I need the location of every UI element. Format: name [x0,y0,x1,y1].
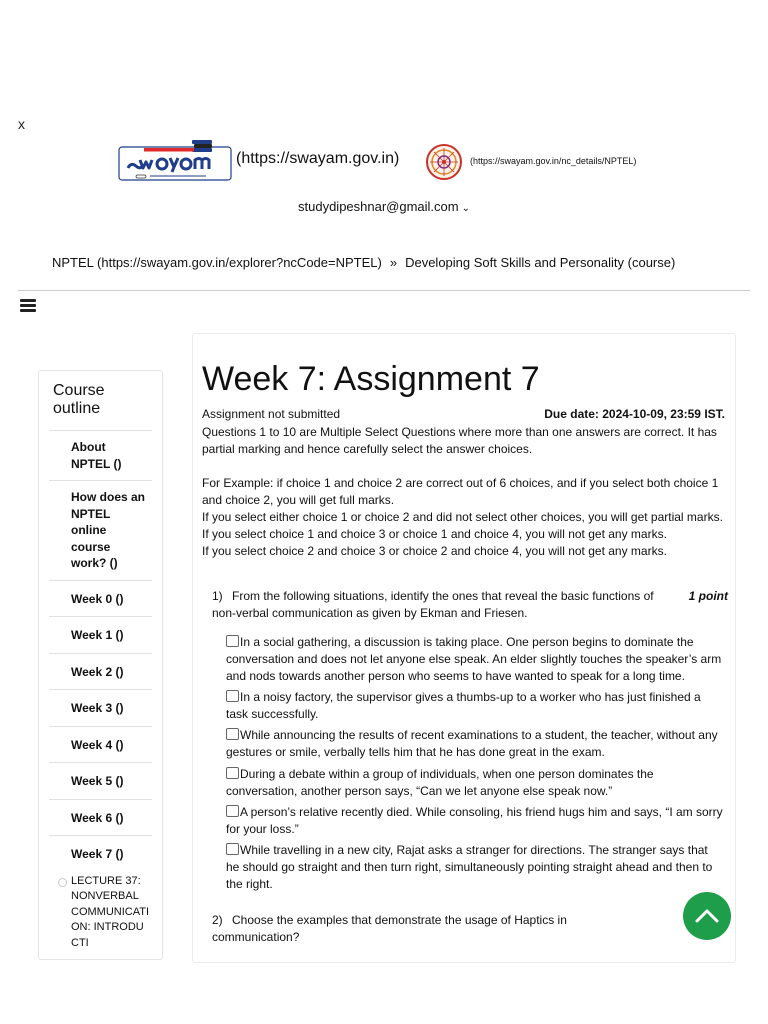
course-outline-sidebar [38,370,163,960]
question-text: Choose the examples that demonstrate the usage of Haptics in communication? [212,913,567,944]
header-divider [18,290,750,291]
sidebar-lecture-37[interactable] [49,872,149,952]
sidebar-item-week-6[interactable]: Week 6 () [49,799,152,836]
swayam-link[interactable]: (https://swayam.gov.in) [236,150,400,167]
logo-row [118,138,658,182]
breadcrumb-nptel-link[interactable]: NPTEL (https://swayam.gov.in/explorer?ncCode=NPTEL) [52,255,382,270]
answer-option-text: While announcing the results of recent examinations to a student, the teacher, without any gestures or smile, verbally tells him that he has done great in the exam. [226,728,718,759]
answer-checkbox[interactable] [226,805,239,817]
question-points: 1 point [688,589,728,603]
answer-option [226,766,724,800]
question-text: From the following situations, identify the ones that reveal the basic functions of non-verbal communication as given by Ekman and Friesen. [212,589,654,620]
answer-checkbox[interactable] [226,843,239,855]
sidebar-item-about-nptel[interactable]: About NPTEL () [49,430,152,480]
sidebar-item-how-course-works[interactable]: How does an NPTEL online course work? () [49,480,152,580]
answer-checkbox[interactable] [226,690,239,702]
answer-option-text: A person’s relative recently died. While consoling, his friend hugs him and says, “I am sorry for your loss.” [226,805,723,836]
assignment-instructions [202,424,728,560]
instruction-line: Questions 1 to 10 are Multiple Select Questions where more than one answers are correct. It has partial marking and hence carefully select the answer choices. [202,425,717,456]
close-button[interactable]: x [18,116,25,132]
answer-option [226,804,724,838]
sidebar-list [49,430,152,951]
answer-option [226,727,724,761]
user-email[interactable]: studydipeshnar@gmail.com [298,199,459,214]
instruction-line: If you select choice 2 and choice 3 or choice 2 and choice 4, you will not get any marks. [202,544,667,558]
question-number: 2) [212,913,223,927]
hamburger-menu-icon[interactable] [20,299,36,312]
sidebar-item-week-7[interactable]: Week 7 () [49,835,152,872]
sidebar-item-week-2[interactable]: Week 2 () [49,653,152,690]
breadcrumb-course-link[interactable]: Developing Soft Skills and Personality (course) [405,255,676,270]
sidebar-item-week-5[interactable]: Week 5 () [49,762,152,799]
sidebar-item-week-1[interactable]: Week 1 () [49,616,152,653]
sidebar-item-week-4[interactable]: Week 4 () [49,726,152,763]
sidebar-item-week-0[interactable]: Week 0 () [49,580,152,617]
instruction-line: For Example: if choice 1 and choice 2 are correct out of 6 choices, and if you select both choice 1 and choice 2, you will get full marks. [202,476,719,507]
swayam-logo[interactable] [118,138,232,182]
page-title: Week 7: Assignment 7 [202,360,540,398]
answer-checkbox[interactable] [226,767,239,779]
user-menu[interactable] [0,199,768,214]
lecture-status-icon [58,878,67,887]
nptel-logo[interactable] [424,143,464,181]
instruction-line: If you select choice 1 and choice 3 or choice 1 and choice 4, you will not get any marks. [202,527,667,541]
instruction-line: If you select either choice 1 or choice 2 and did not select other choices, you will get partial marks. [202,510,723,524]
question-number: 1) [212,589,223,603]
sidebar-title: Course outline [53,382,105,417]
answer-option-text: In a noisy factory, the supervisor gives a thumbs-up to a worker who has just finished a task successfully. [226,690,701,721]
assignment-card [192,333,736,963]
scroll-to-top-button[interactable] [683,892,731,940]
question-2 [202,912,728,946]
answer-option-text: In a social gathering, a discussion is taking place. One person begins to dominate the conversation and does not let anyone else speak. An elder slightly touches the speaker’s arm and nods towards another person who seems to have wanted to speak for a long time. [226,635,722,683]
submission-status: Assignment not submitted [202,407,341,421]
chevron-down-icon: ⌄ [461,203,470,214]
answer-option-text: While travelling in a new city, Rajat asks a stranger for directions. The stranger says that he should go straight and then turn right, simultaneously pointing straight ahead and then to the right. [226,843,713,891]
answer-option [226,842,724,893]
due-date: Due date: 2024-10-09, 23:59 IST. [544,407,725,421]
breadcrumb [52,255,675,270]
nptel-link[interactable]: (https://swayam.gov.in/nc_details/NPTEL) [470,156,637,166]
answer-option [226,634,724,685]
breadcrumb-separator: » [389,255,398,270]
answer-option-text: During a debate within a group of individuals, when one person dominates the conversation, another person says, “Can we let anyone else speak now.” [226,767,654,798]
question-1 [202,588,728,622]
answer-checkbox[interactable] [226,728,239,740]
lecture-label: LECTURE 37: NONVERBAL COMMUNICATION: INTRODUCTI [71,874,150,949]
answer-option [226,689,724,723]
sidebar-item-week-3[interactable]: Week 3 () [49,689,152,726]
chevron-up-icon [683,892,731,940]
answer-checkbox[interactable] [226,635,239,647]
